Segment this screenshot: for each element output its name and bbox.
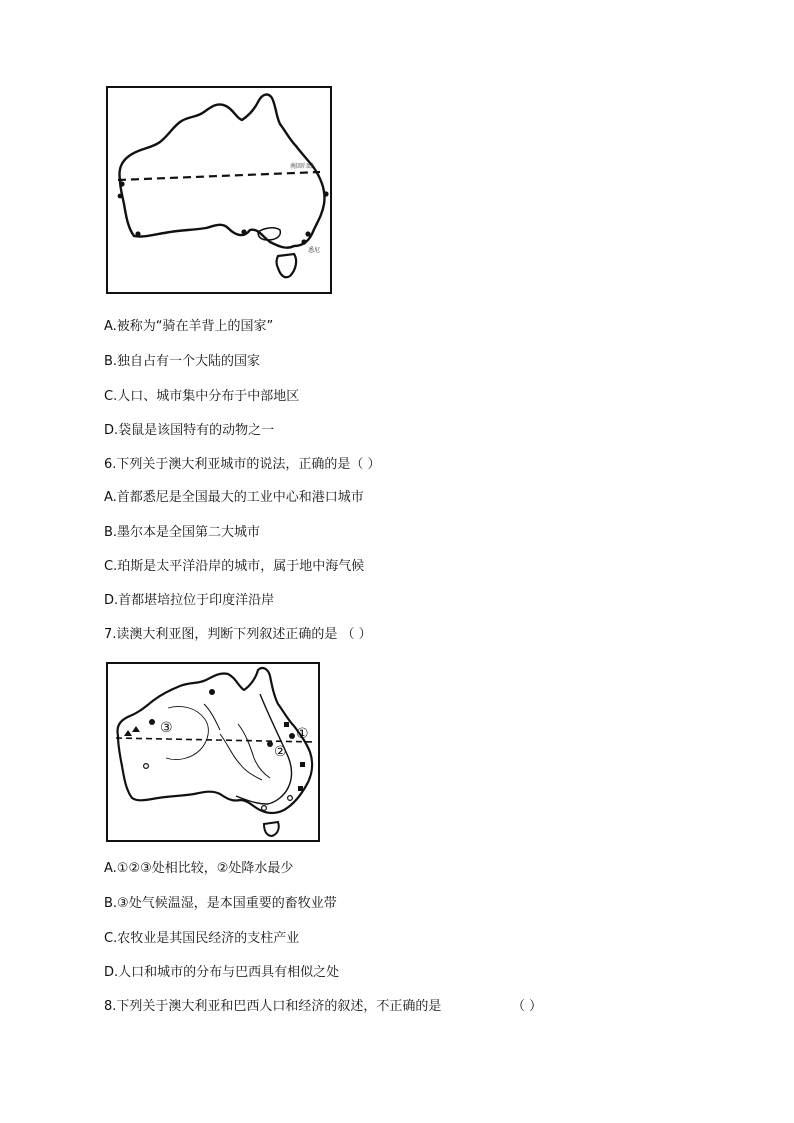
tasmania-outline <box>277 254 297 277</box>
sydney-label: 悉尼 <box>308 247 321 254</box>
city-dot <box>289 733 295 739</box>
australia-map-2 <box>106 662 320 842</box>
mine-triangle-icon <box>124 730 132 736</box>
tropic-of-capricorn-line <box>116 738 316 742</box>
city-dot <box>305 231 310 236</box>
city-dot <box>262 806 267 811</box>
q5-option-d: D.袋鼠是该国特有的动物之一 <box>104 423 275 438</box>
tropic-of-capricorn-line <box>118 172 320 180</box>
q7-option-b: B.③处气候温湿，是本国重要的畜牧业带 <box>104 896 337 911</box>
city-dot <box>144 764 149 769</box>
marker-1: ① <box>296 726 309 742</box>
tropic-label: 南回归线 <box>290 163 315 170</box>
industry-square-icon <box>284 722 289 727</box>
industry-square-icon <box>300 762 305 767</box>
q5-option-a: A.被称为“骑在羊背上的国家” <box>104 319 274 334</box>
q8-stem: 8.下列关于澳大利亚和巴西人口和经济的叙述，不正确的是 <box>104 999 442 1014</box>
q6-option-a: A.首都悉尼是全国最大的工业中心和港口城市 <box>104 490 364 505</box>
industry-square-icon <box>298 786 303 791</box>
q6-option-b: B.墨尔本是全国第二大城市 <box>104 525 261 540</box>
city-dot <box>135 231 140 236</box>
q6-option-d: D.首都堪培拉位于印度洋沿岸 <box>104 593 275 608</box>
mainland-coastline <box>118 668 313 813</box>
river-line <box>204 704 220 730</box>
q8-paren: （ ） <box>512 999 543 1014</box>
city-dot <box>267 741 273 747</box>
city-dot <box>149 719 155 725</box>
q7-option-d: D.人口和城市的分布与巴西具有相似之处 <box>104 965 340 980</box>
q6-stem: 6.下列关于澳大利亚城市的说法，正确的是（ ） <box>104 457 381 472</box>
marker-2: ② <box>274 744 287 760</box>
australia-map-1 <box>106 86 332 294</box>
river-line <box>238 724 270 778</box>
city-dot <box>119 181 124 186</box>
q5-option-b: B.独自占有一个大陆的国家 <box>104 354 261 369</box>
mine-triangle-icon <box>132 726 140 732</box>
mainland-coastline <box>120 95 325 248</box>
city-dot <box>323 191 328 196</box>
q7-option-c: C.农牧业是其国民经济的支柱产业 <box>104 931 300 946</box>
city-dot <box>288 796 293 801</box>
city-dot <box>118 194 123 199</box>
q7-stem: 7.读澳大利亚图，判断下列叙述正确的是 （ ） <box>104 627 372 642</box>
city-dot <box>301 239 306 244</box>
q5-option-c: C.人口、城市集中分布于中部地区 <box>104 389 300 404</box>
city-dot <box>209 689 215 695</box>
q7-option-a: A.①②③处相比较，②处降水最少 <box>104 861 294 876</box>
marker-3: ③ <box>160 720 173 736</box>
city-dot <box>241 229 246 234</box>
q6-option-c: C.珀斯是太平洋沿岸的城市，属于地中海气候 <box>104 559 365 574</box>
australia-regions-map <box>108 664 318 840</box>
tasmania-outline <box>264 822 279 836</box>
australia-outline-map <box>108 88 330 292</box>
